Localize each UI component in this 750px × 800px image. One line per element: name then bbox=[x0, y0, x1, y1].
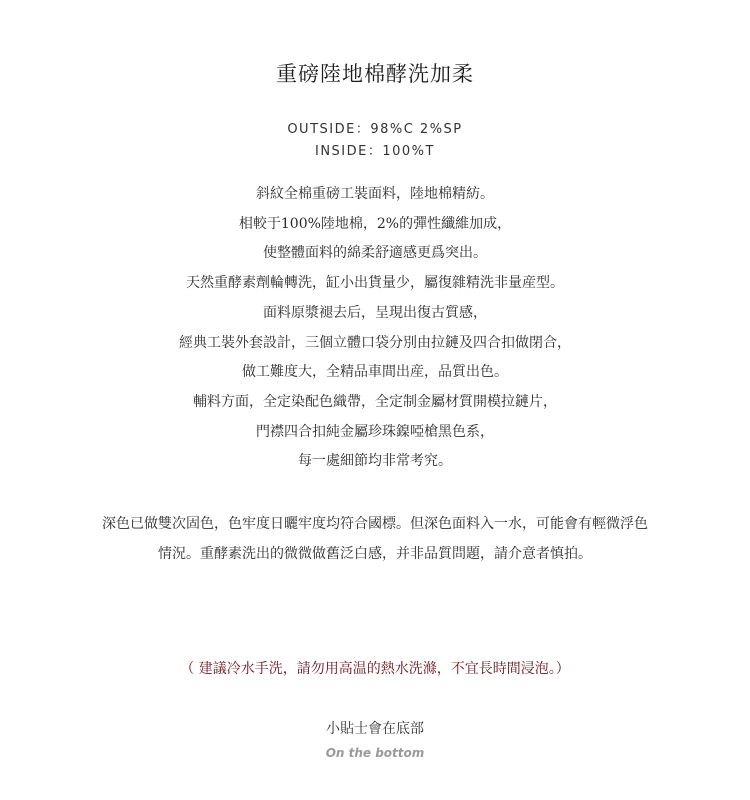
description-line: 經典工裝外套設計，三個立體口袋分別由拉鏈及四合扣做閉合， bbox=[179, 334, 571, 351]
description-line: 斜紋全棉重磅工裝面料，陸地棉精紡。 bbox=[256, 186, 494, 202]
description-line: 使整體面料的綿柔舒適感更爲突出。 bbox=[263, 245, 487, 262]
tips-label: 小貼士會在底部 bbox=[326, 721, 424, 737]
description-line: 天然重酵素劑輪轉洗，缸小出貨量少，屬復雜精洗非量産型。 bbox=[186, 275, 564, 292]
description-line: 門襟四合扣純金屬珍珠鎳啞槍黑色系， bbox=[256, 423, 494, 440]
composition-inside: INSIDE：100%T bbox=[315, 144, 435, 159]
note-line: 情況。重酵素洗出的微微做舊泛白感，并非品質問題，請介意者慎拍。 bbox=[158, 546, 592, 562]
color-fastness-note bbox=[0, 509, 750, 569]
fabric-composition bbox=[0, 119, 750, 163]
page-title: 重磅陸地棉酵洗加柔 bbox=[276, 62, 474, 86]
description-line: 相較于100%陸地棉，2%的彈性纖維加成， bbox=[238, 215, 512, 232]
description-line: 面料原漿褪去后，呈現出復古質感， bbox=[263, 304, 487, 321]
description-line: 做工難度大，全精品車間出産，品質出色。 bbox=[242, 364, 508, 381]
composition-outside: OUTSIDE：98%C 2%SP bbox=[287, 122, 463, 137]
note-line: 深色已做雙次固色，色牢度日曬牢度均符合國標。但深色面料入一水，可能會有輕微浮色 bbox=[102, 516, 648, 532]
washing-instructions: （ 建議冷水手洗，請勿用高温的熱水洗滌，不宜長時間浸泡。） bbox=[180, 661, 570, 677]
description-line: 每一處細節均非常考究。 bbox=[298, 453, 452, 470]
description-line: 輔料方面，全定染配色織帶，全定制金屬材質開模拉鏈片， bbox=[193, 393, 557, 410]
product-description bbox=[0, 180, 750, 477]
tips-label-english: On the bottom bbox=[325, 746, 425, 760]
